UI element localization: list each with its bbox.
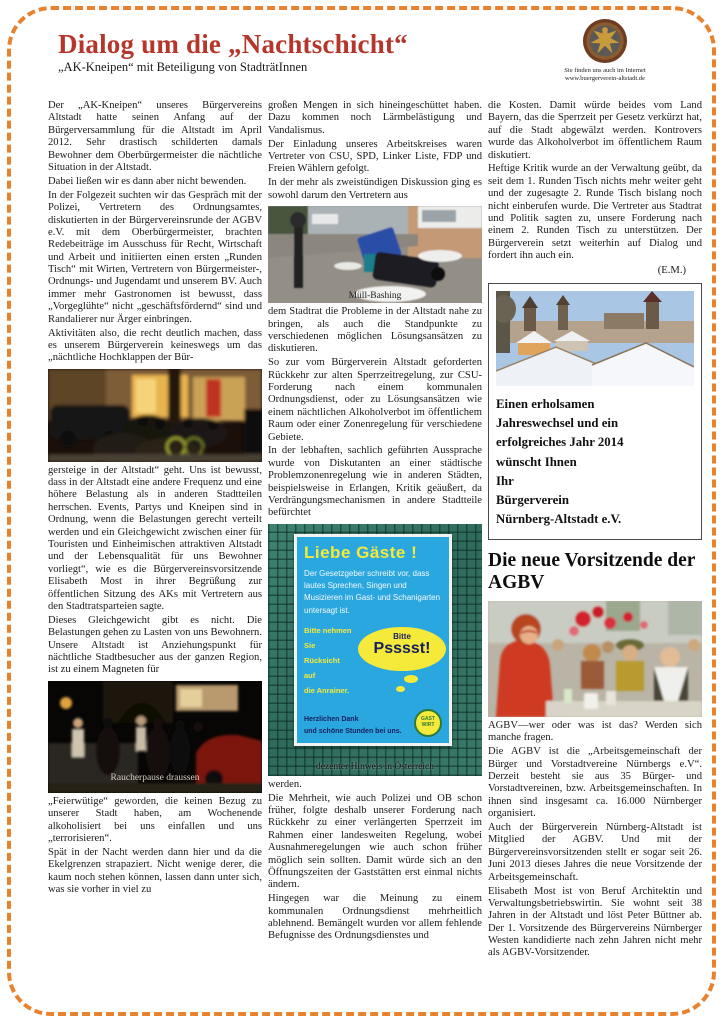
body-paragraph: großen Mengen in sich hineingeschüttet haben. Dazu kommen noch Lärmbelästigung und Vandalismus. [268, 100, 482, 136]
page-subtitle: „AK-Kneipen“ mit Beteiligung von StadträtInnen [58, 60, 308, 75]
article-columns [0, 96, 723, 961]
poster-title: Liebe Gäste ! [304, 542, 418, 562]
body-paragraph: gersteige in der Altstadt“ geht. Uns ist bewusst, dass in der Altstadt eine andere Frequenz und eine höhere Belastung als in anderen Stadtteilen herrschen. Events, Partys und Kneipen sind in Ordnung, wenn die Belastungen gerecht verteilt werden und ein Gleichgewicht zwischen einer für Touristen und Einheimischen attraktiven Altstadt und der Lebensqualität für uns Bewohner vorliegt“, wie es die Bürgervereinsvorsitzende Elisabeth Most in ihrer Begrüßung zur öffentlichen Sitzung des AKs mit Vertretern aus den Stadtratsparteien sagte. [48, 464, 262, 612]
page-header [58, 30, 698, 96]
body-paragraph: In der mehr als zweistündigen Diskussion ging es sowohl darum den Vertretern aus [268, 177, 482, 201]
photo-caption: dezenter Hinweis in Österreich [316, 761, 434, 772]
column-1 [48, 100, 262, 898]
body-paragraph: Auch der Bürgerverein Nürnberg-Altstadt ist Mitglied der AGBV. Und mit der Bürgervereinsvorsitzenden stellt er sogar seit 26. Juni 2013 dieses Jahres die neue Vorsitzende der Arbeitsgemeinschaft. [488, 822, 702, 883]
body-paragraph: Aktivitäten also, die recht deutlich machen, dass es unserem Bürgerverein keineswegs um das „nächtliche Hochklappen der Bür- [48, 327, 262, 364]
body-paragraph: die Kosten. Damit würde beides vom Land Bayern, das die Sperrzeit per Gesetz verkürzt hat, auf die Stadt abgewälzt werden. Kontrovers wurde das Alkoholverbot im öffentlichem Raum diskutiert. [488, 100, 702, 161]
section-heading-agbv: Die neue Vorsitzende der AGBV [488, 550, 696, 594]
column-2 [268, 100, 482, 944]
photo-winter-skyline [496, 291, 694, 386]
quiet-sign-poster [294, 534, 452, 746]
body-paragraph: In der lebhaften, sachlich geführten Aussprache wurde von Diskutanten an einer städtische Problemzonenregelung wie in anderen Städten, beispielsweise in Erlangen, Kritik geäußert, da Verdrängungsmechanismen in andere Stadtteile befürchtet [268, 445, 482, 519]
speech-bubble: Bitte Psssst! [358, 627, 446, 671]
body-paragraph: So zur vom Bürgerverein Altstadt geforderten Rückkehr zur alten Sperrzeitregelung, zur CSU-Forderung nach einem kommunalen Ordnungsdienst, oder zu Lösungsansätzen wie einem nächtlichen Alkoholverbot im öffentlichem Raum oder einer Zonenregelung für verschiedene Gebiete. [268, 357, 482, 443]
photo-caption: Müll-Bashing [348, 291, 402, 302]
eagle-emblem-icon [582, 18, 628, 64]
bubble-dot [404, 675, 418, 683]
body-paragraph: AGBV—wer oder was ist das? Werden sich manche fragen. [488, 719, 702, 744]
body-paragraph: Dieses Gleichgewicht gibt es nicht. Die Belastungen gehen zu Lasten von uns Bewohnern. Unsere Altstadt ist Anziehungspunkt für nächtliche Stadtbesucher aus der ganzen Region, ist zu einem Magneten für [48, 614, 262, 676]
body-paragraph: Der Einladung unseres Arbeitskreises waren Vertreter von CSU, SPD, Linker Liste, FDP und Freien Wählern gefolgt. [268, 138, 482, 175]
body-paragraph: Spät in der Nacht werden dann hier und da die Ekelgrenzen strapaziert. Nicht wenige derer, die kaum noch stehen können, lassen dann unter sich, was sie vorher in viel zu [48, 846, 262, 896]
column-3 [488, 100, 702, 961]
body-paragraph: Hingegen war die Meinung zu einem kommunalen Ordnungsdienst mehrheitlich ablehnend. Bemängelt wurden vor allem fehlende Befugnisse des Ordnungsdienstes und [268, 893, 482, 942]
new-year-greeting-box [488, 283, 702, 540]
photo-quiet-sign [268, 524, 482, 776]
poster-side-text: Bitte nehmen Sie Rücksicht auf die Anrainer. [304, 626, 352, 696]
body-paragraph: Die AGBV ist die „Arbeitsgemeinschaft der Bürger und Vorstadtvereine Nürnbergs e.V“. Derzeit besteht sie aus 35 Bürger- und Vorstadtvereinen, bzw. Arbeitsgemeinschaften. In ihnen sind insgesamt ca. 16.000 Nürnberger organisiert. [488, 746, 702, 820]
body-paragraph: Elisabeth Most ist von Beruf Architektin und Verwaltungsbetriebswirtin. Sie wohnt seit 38 Jahren in der Altstadt und löst Peter Büttner ab. Der 1. Vorsitzende des Bürgervereins Nürnberger Westen kandidierte nach zehn Jahren nicht mehr als AGBV-Vorsitzender. [488, 885, 702, 959]
photo-agbv-event [488, 601, 702, 717]
gastwirt-badge-icon: GAST WIRT [414, 709, 442, 737]
photo-trash-bins [268, 206, 482, 303]
body-paragraph: In der Folgezeit suchten wir das Gespräch mit der Polizei, Vertretern des Ordnungsamtes, diskutierten in der Bürgervereinsrunde der AGBV e.V. mit dem Oberbürgermeister, brachten Redebeiträge im Ausschuss für Recht, Wirtschaft und Arbeit und initiierten einen ersten „Runden Tisch“ mit Wirten, Vertretern von Bürgermeister-, Ordnungs- und Jugendamt und unserem BV. Auch immer mehr Gastronomen ist bewusst, dass „Vorgeglühte“ nicht „geschäftsfördernd“ sind und Randalierer nur Ärger einbringen. [48, 189, 262, 325]
body-paragraph: Heftige Kritik wurde an der Verwaltung geübt, da seit dem 1. Runden Tisch nichts mehr weiter geht und der zugesagte 2. Runde Tisch bislang noch nicht einberufen wurde. Die Vertreter aus Stadtrat und Politik sagten zu, unsere Forderung nach einem 2. Runden Tisch zu unterstützen. Der Bürgerverein setzt weiterhin auf Dialog und fordert ihn auch ein. [488, 163, 702, 262]
body-paragraph: Dabei ließen wir es dann aber nicht bewenden. [48, 175, 247, 187]
body-paragraph: Die Mehrheit, wie auch Polizei und OB schon früher, folgte deshalb unserer Forderung nach Rückkehr zu einer verlängerten Sperrzeit im Rahmen einer landesweiten Regelung, wobei Ausnahmeregelungen wie auch schon früher möglich sein sollten. Damit würde sich an den Öffnungszeiten der Gaststätten erst einmal nichts ändern. [268, 792, 482, 891]
page-title: Dialog um die „Nachtschicht“ [58, 29, 408, 59]
body-paragraph: „Feierwütige“ geworden, die keinen Bezug zu unserer Stadt haben, am Wochenende alkoholisiert bei uns einfallen und uns „terrorisieren“. [48, 795, 262, 845]
poster-thanks: Herzlichen Dank und schöne Stunden bei uns. [304, 716, 402, 735]
website-url[interactable]: www.buergerverein-altstadt.de [565, 75, 645, 83]
body-paragraph: Der „AK-Kneipen“ unseres Bürgervereins Altstadt hatte seinen Anfang auf der Bürgerversammlung für die Altstadt im April 2012. Sehr drastisch schilderten damals Bewohner dem Oberbürgermeister die nächtliche Situation in der Altstadt. [48, 100, 262, 173]
photo-night-crowd [48, 369, 262, 462]
photo-smokers [48, 681, 262, 793]
photo-caption: Raucherpause draussen [110, 772, 200, 783]
author-initials: (E.M.) [657, 264, 686, 276]
greeting-text: Einen erholsamen Jahreswechsel und ein erfolgreiches Jahr 2014 wünscht Ihnen Ihr Bürgerverein Nürnberg-Altstadt e.V. [496, 396, 624, 527]
body-paragraph: werden. [268, 778, 302, 790]
poster-body: Der Gesetzgeber schreibt vor, dass lautes Sprechen, Singen und Musizieren im Gast- und Schanigarten untersagt ist. [304, 568, 441, 615]
bubble-dot [396, 686, 405, 692]
internet-note: Sie finden uns auch im Internet [564, 67, 646, 74]
body-paragraph: dem Stadtrat die Probleme in der Altstadt nahe zu bringen, als auch die Standpunkte zu verschiedenen möglichen Lösungsansätzen zu diskutieren. [268, 306, 482, 355]
